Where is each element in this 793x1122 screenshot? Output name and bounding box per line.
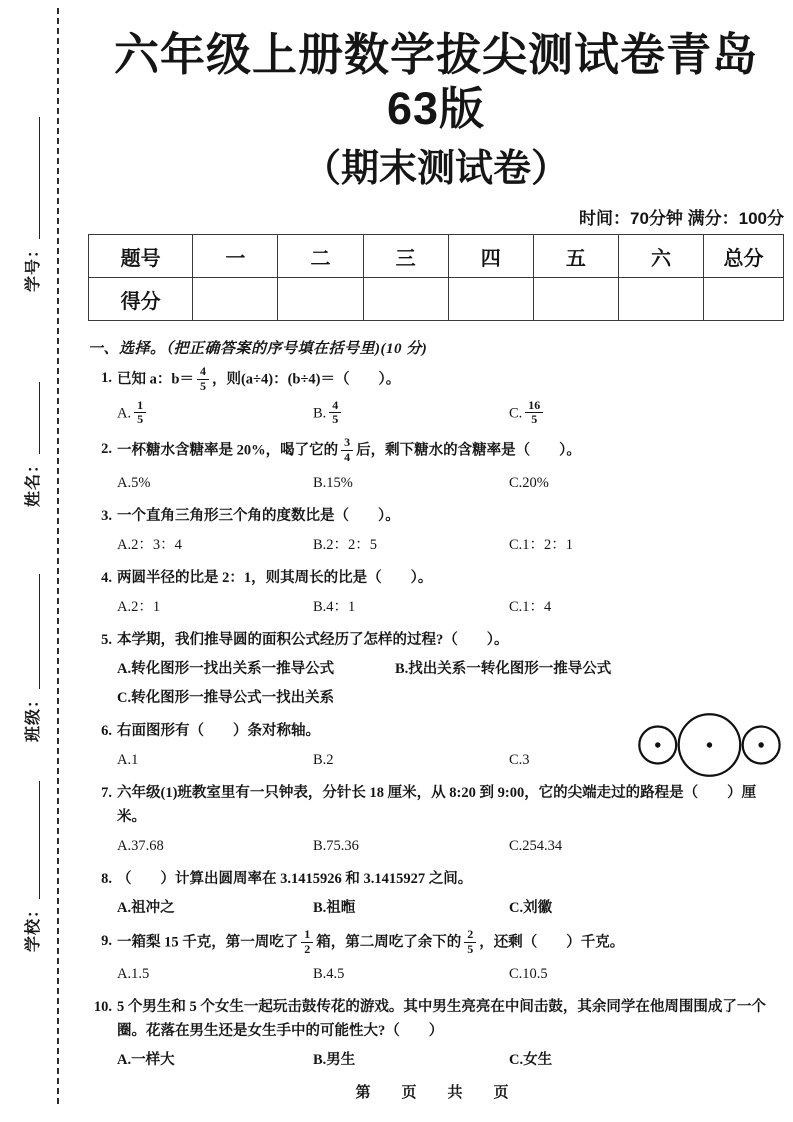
fraction — [525, 399, 543, 428]
paper-content — [88, 18, 784, 1081]
time-score-info: 时间：70分钟 满分：100分 — [579, 209, 784, 228]
option-b — [313, 834, 509, 858]
text-run: C.刘徽 — [509, 899, 553, 916]
student-id-blank-line — [26, 117, 40, 239]
text-run: 两圆半径的比是 2：1，则其周长的比是（ ）。 — [117, 569, 433, 586]
score-table-header-cell: 六 — [618, 235, 703, 278]
option-c — [509, 397, 546, 429]
option-b — [313, 962, 509, 986]
option-b — [313, 595, 509, 619]
question-text — [117, 504, 784, 528]
text-run: C.254.34 — [509, 837, 563, 854]
page-footer: 第 页 共 页 — [355, 1084, 517, 1101]
option-c — [509, 595, 551, 619]
fraction — [464, 928, 476, 957]
score-table-header-cell: 总分 — [704, 235, 784, 278]
option-b — [313, 397, 509, 429]
score-cell-empty — [193, 278, 278, 321]
text-run: 一杯糖水含糖率是 20%，喝了它的 — [117, 442, 339, 459]
fraction — [197, 365, 209, 394]
option-a — [117, 834, 313, 858]
score-cell-empty — [363, 278, 448, 321]
question-text — [117, 781, 784, 829]
question-number: 2. — [101, 441, 112, 458]
fraction — [329, 399, 341, 428]
fraction-denominator: 5 — [467, 941, 474, 956]
text-run: B.男生 — [313, 1052, 356, 1069]
question-number: 4. — [101, 569, 112, 586]
question — [88, 926, 784, 987]
option-c — [509, 962, 548, 986]
question — [88, 628, 784, 710]
score-table-header-cell: 三 — [363, 235, 448, 278]
page-title: 六年级上册数学拔尖测试卷青岛63版 — [113, 29, 758, 134]
text-run: C.20% — [509, 474, 549, 491]
text-run: A.5% — [117, 474, 151, 491]
text-run: A.1 — [117, 751, 139, 768]
question-text — [117, 867, 784, 891]
text-run: B.4：1 — [313, 598, 356, 615]
question-text — [117, 437, 784, 466]
question — [88, 504, 784, 557]
binding-dashed-line — [57, 8, 59, 1104]
option-a — [117, 896, 313, 920]
text-run: A.37.68 — [117, 837, 164, 854]
text-run: A. — [117, 405, 132, 422]
text-run: B.2 — [313, 751, 334, 768]
question-text-line — [88, 437, 784, 466]
question-number: 8. — [101, 870, 112, 887]
school-label: 学校： — [25, 900, 42, 952]
fraction — [134, 399, 146, 428]
option-b — [313, 533, 509, 557]
option-b — [313, 896, 509, 920]
name-label: 姓名： — [25, 455, 42, 507]
option-b — [395, 657, 611, 681]
text-run: A.转化图形一找出关系一推导公式 — [117, 660, 335, 677]
text-run: 已知 a：b＝ — [117, 371, 194, 388]
page-subtitle: （期末测试卷） — [302, 148, 569, 190]
question-text-line — [88, 926, 784, 958]
score-table-header-row — [89, 235, 784, 278]
option-c — [509, 748, 530, 772]
text-run: A.一样大 — [117, 1052, 175, 1069]
text-run: 箱，第二周吃了余下的 — [316, 934, 462, 951]
text-run: B.祖暅 — [313, 899, 356, 916]
question-number: 5. — [101, 631, 112, 648]
text-run: B.75.36 — [313, 837, 359, 854]
option-b — [313, 748, 509, 772]
text-run: C.3 — [509, 751, 530, 768]
question — [88, 566, 784, 619]
text-run: B.2：2：5 — [313, 536, 378, 553]
question — [88, 995, 784, 1072]
fraction-numerator: 2 — [464, 928, 476, 943]
text-run: B.找出关系一转化图形一推导公式 — [395, 660, 612, 677]
options-row — [117, 595, 784, 619]
question-text-line — [88, 504, 784, 528]
text-run: B. — [313, 405, 327, 422]
margin-field-name — [20, 382, 43, 507]
text-run: B.15% — [313, 474, 353, 491]
fraction-denominator: 2 — [304, 941, 311, 956]
options-row — [117, 962, 784, 986]
fraction-denominator: 5 — [531, 412, 538, 427]
text-run: 一箱梨 15 千克，第一周吃了 — [117, 934, 299, 951]
score-cell-empty — [704, 278, 784, 321]
fraction-numerator: 4 — [197, 365, 209, 380]
school-blank-line — [26, 781, 40, 899]
text-run: 本学期，我们推导圆的面积公式经历了怎样的过程?（ ）。 — [117, 631, 509, 648]
fraction-numerator: 1 — [134, 399, 146, 414]
options-row — [117, 686, 784, 710]
question — [88, 366, 784, 428]
text-run: （ ）计算出圆周率在 3.1415926 和 3.1415927 之间。 — [117, 870, 473, 887]
option-c — [509, 471, 549, 495]
score-cell-empty — [448, 278, 533, 321]
score-cell-empty — [533, 278, 618, 321]
fraction-denominator: 5 — [199, 378, 206, 393]
option-a — [117, 471, 313, 495]
fraction-denominator: 5 — [332, 412, 339, 427]
text-run: C.女生 — [509, 1052, 553, 1069]
options-row — [117, 834, 784, 858]
fraction-numerator: 4 — [329, 399, 341, 414]
question-text-line — [88, 366, 784, 395]
question-text — [117, 995, 784, 1043]
question — [88, 719, 784, 772]
text-run: C.1：2：1 — [509, 536, 574, 553]
score-cell-empty — [278, 278, 363, 321]
option-c — [509, 896, 552, 920]
score-row-label: 得分 — [89, 278, 193, 321]
question-number: 3. — [101, 507, 112, 524]
question-number: 9. — [101, 932, 112, 949]
question-text-line — [88, 995, 784, 1043]
margin-field-student-id — [20, 117, 43, 292]
option-c — [117, 686, 334, 710]
option-a — [117, 595, 313, 619]
question-number: 7. — [101, 784, 112, 801]
question-text — [117, 628, 784, 652]
question-text-line — [88, 628, 784, 652]
class-blank-line — [26, 574, 40, 689]
text-run: A.2：1 — [117, 598, 161, 615]
option-a — [117, 1048, 313, 1072]
text-run: ，还剩（ ）千克。 — [479, 934, 625, 951]
question-text-line — [88, 867, 784, 891]
three-circles-figure — [632, 713, 782, 777]
option-c — [509, 533, 573, 557]
question-number: 6. — [101, 722, 112, 739]
question — [88, 437, 784, 495]
score-table-header-cell: 一 — [193, 235, 278, 278]
question-text-line — [88, 781, 784, 829]
score-table-header-cell: 五 — [533, 235, 618, 278]
text-run: C.10.5 — [509, 966, 548, 983]
fraction-numerator: 1 — [301, 928, 313, 943]
student-id-label: 学号： — [25, 240, 42, 292]
option-a — [117, 397, 313, 429]
options-row — [117, 1048, 784, 1072]
option-c — [509, 834, 562, 858]
score-table-header-cell: 四 — [448, 235, 533, 278]
options-row — [117, 657, 784, 681]
text-run: C.1：4 — [509, 598, 552, 615]
option-a — [117, 657, 395, 681]
text-run: ，则(a÷4)：(b÷4)＝（ ）。 — [211, 371, 401, 388]
question-text — [117, 366, 784, 395]
score-table-header-cell: 题号 — [89, 235, 193, 278]
text-run: C.转化图形一推导公式一找出关系 — [117, 689, 335, 706]
margin-field-class — [20, 574, 43, 742]
question-text — [117, 926, 784, 958]
option-b — [313, 1048, 509, 1072]
fraction-denominator: 4 — [344, 449, 351, 464]
text-run: 一个直角三角形三个角的度数比是（ ）。 — [117, 507, 400, 524]
fraction — [341, 436, 353, 465]
question-text — [117, 566, 784, 590]
options-row — [117, 533, 784, 557]
option-a — [117, 962, 313, 986]
options-row — [117, 896, 784, 920]
option-b — [313, 471, 509, 495]
option-c — [509, 1048, 552, 1072]
question-number: 10. — [93, 999, 112, 1016]
text-run: A.2：3：4 — [117, 536, 182, 553]
fraction-numerator: 16 — [525, 399, 543, 414]
question-number: 1. — [101, 370, 112, 386]
text-run: 六年级(1)班教室里有一只钟表，分针长 18 厘米，从 8:20 到 9:00，它的尖端走过的路程是（ ）厘米。 — [117, 784, 757, 825]
name-blank-line — [26, 382, 40, 454]
options-row — [117, 397, 784, 429]
text-run: 5 个男生和 5 个女生一起玩击鼓传花的游戏。其中男生亮亮在中间击鼓，其余同学在他周围围成了一个圈。花落在男生还是女生手中的可能性大?（ ） — [117, 999, 766, 1040]
score-table-score-row — [89, 278, 784, 321]
question — [88, 867, 784, 920]
text-run: 右面图形有（ ）条对称轴。 — [117, 722, 320, 739]
text-run: B.4.5 — [313, 966, 345, 983]
class-label: 班级： — [25, 690, 42, 742]
option-a — [117, 748, 313, 772]
question — [88, 781, 784, 858]
score-table — [88, 234, 784, 321]
question-list — [88, 366, 784, 1072]
fraction — [301, 928, 313, 957]
text-run: C. — [509, 405, 523, 422]
score-cell-empty — [618, 278, 703, 321]
margin-field-school — [20, 781, 43, 952]
score-table-header-cell: 二 — [278, 235, 363, 278]
option-a — [117, 533, 313, 557]
text-run: A.祖冲之 — [117, 899, 175, 916]
question-text-line — [88, 566, 784, 590]
options-row — [117, 471, 784, 495]
text-run: 后，剩下糖水的含糖率是（ ）。 — [356, 442, 581, 459]
text-run: A.1.5 — [117, 966, 150, 983]
fraction-numerator: 3 — [341, 436, 353, 451]
section-one-heading: 一、选择。（把正确答案的序号填在括号里)(10 分) — [88, 341, 428, 357]
fraction-denominator: 5 — [137, 412, 144, 427]
